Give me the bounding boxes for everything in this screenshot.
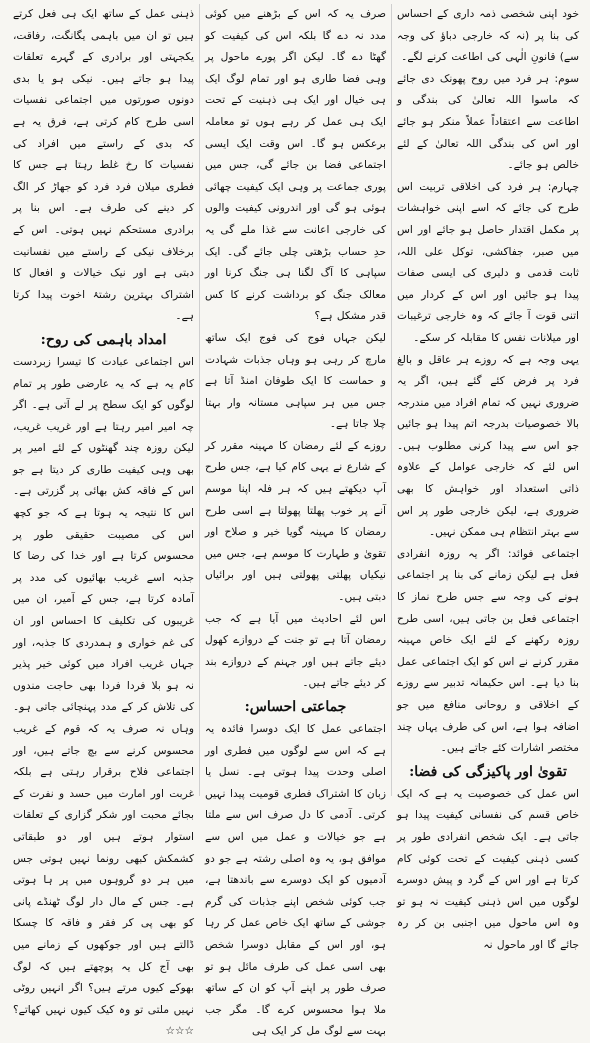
column-middle bbox=[200, 4, 392, 1038]
paragraph: اجتماعی فوائد: اگر یہ روزہ انفرادی فعل ہے لیکن زمانے کی بنا پر اجتماعی ہونے کی وجہ سے جس طرح نماز کا اجتماعی فعل بن جاتی ہیں، اسی طرح روزہ رکھنے کے لئے ایک خاص مہینہ مقرر کرنے نے اس کو ایک اجتماعی عمل بنا دیا ہے۔ اس حکیمانہ تدبیر سے روزے کے اخلاقی و روحانی منافع میں جو اضافہ ہوا ہے، اس کی طرف یہاں چند مختصر اشارات کئے جاتے ہیں۔ bbox=[397, 547, 579, 755]
paragraph: یہی وجہ ہے کہ روزے ہر عاقل و بالغ فرد پر فرض کئے گئے ہیں، اگر یہ ضروری نہیں کہ تمام افراد میں مندرجہ بالا خصوصیات بدرجہ اتم پیدا ہو جائیں جو اس سے پیدا کرنی مطلوب ہیں۔ اس لئے کہ خارجی عوامل کے علاوہ ذاتی استعداد اور خواہش کا بھی ضروری ہے، لیکن خارجی طور پر اس سے بہتر انتظام ہی ممکن نہیں۔ bbox=[397, 353, 579, 539]
section-heading: امداد باہمی کی روح: bbox=[40, 331, 167, 348]
paragraph: اس اجتماعی عبادت کا تیسرا زبردست کام یہ ہے کہ یہ عارضی طور پر تمام لوگوں کو ایک سطح پر لے آتی ہے۔ اگر چہ امیر امیر رہتا ہے اور غریب غریب، لیکن روزہ چند گھنٹوں کے لئے امیر پر بھی وہی کیفیت طاری کر دیتا ہے جو اس کے فاقہ کش بھائی پر گزرتی ہے۔ اس کا نتیجہ یہ ہوتا ہے کہ جو کچھ اس کی مصیبت حقیقی طور پر محسوس کرتا ہے اور خدا کی رضا کا جذبہ اسے غریب بھائیوں کی مدد پر آمادہ کرتا ہے، جس کے آمیر، ان میں غریبوں کی تکلیف کا احساس اور ان کی غم خواری و ہمدردی کا جذبہ، اور جہاں غریب افراد میں کوئی خیر پذیر نہ ہو بلا فردا فردا بھی حاجت مندوں کی تلاش کر کے مدد پہنچائی جاتی ہو۔ وہاں نہ صرف یہ کہ قوم کے غریب محسوس کرنے سے بچ جاتے ہیں، اور اجتماعی فلاح برقرار رہتی ہے بلکہ غربت اور امارت میں حسد و نفرت کے بجائے محبت اور شکر گزاری کے تعلقات استوار ہوتے ہیں اور دو طبقاتی کشمکش کبھی رونما نہیں ہوتی جس میں ہر دو گروہوں میں پر ہا ہوتی ہے۔ جس کے مال دار لوگ ٹھنڈے پانی کو بھی پی کر فقر و فاقہ کا چسکا ڈالتے ہیں اور جوکھوں کے زمانے میں بھی آج کل یہ پوچھتے ہیں کہ لوگ بھوکے کیوں مرتے ہیں؟ اگر انہیں روٹی نہیں ملتی تو وہ کیک کیوں نہیں کھاتے؟ ☆☆☆ bbox=[13, 355, 194, 1038]
paragraph: اجتماعی عمل کا ایک دوسرا فائدہ یہ ہے کہ اس سے لوگوں میں فطری اور اصلی وحدت پیدا ہوتی ہے۔ نسل یا زبان کا اشتراک فطری قومیت پیدا نہیں کرتی۔ آدمی کا دل صرف اس سے ملتا ہے جو خیالات و عمل میں اس سے موافق ہو، یہ وہ اصلی رشتہ ہے جو دو آدمیوں کو ایک دوسرے سے باندھتا ہے، جب کوئی شخص اپنے جذبات کی گرم جوشی کے ساتھ ایک خاص عمل کر رہا ہو، اور اس کے مقابل دوسرا شخص بھی اسی عمل کی طرف مائل ہو تو صرف طور پر اپنے آپ کو ان کے ساتھ ملا ہوا محسوس کرے گا۔ مگر جب بہت سے لوگ مل کر ایک ہی bbox=[205, 723, 386, 1038]
paragraph: چہارم: ہر فرد کی اخلاقی تربیت اس طرح کی جائے کہ اسے اپنی خواہشات پر مکمل اقتدار حاصل ہو جائے اور اس میں صبر، جفاکشی، توکل علی اللہ، ثابت قدمی و دلیری کی ایسی صفات پیدا ہو جائیں اور اس کے کردار میں اتنی قوت آ جائے کہ وہ خارجی ترغیبات اور میلانات نفس کا مقابلہ کر سکے۔ bbox=[397, 180, 579, 344]
column-right bbox=[392, 4, 584, 951]
paragraph: اس عمل کی خصوصیت یہ ہے کہ ایک خاص قسم کی نفسانی کیفیت پیدا ہو جاتی ہے۔ ایک شخص انفرادی طور پر کسی ذہنی کیفیت کے تحت کوئی کام کرتا ہے اور اس کے گرد و پیش دوسرے لوگوں میں اس ذہنی کیفیت نہ ہو تو وہ اس ماحول میں اجنبی بن کر رہ جائے گا اور ماحول نہ bbox=[397, 787, 579, 951]
section-heading: تقویٰ اور پاکیزگی کی فضا: bbox=[409, 763, 567, 780]
paragraph: لیکن جہاں فوج کی فوج ایک ساتھ مارچ کر رہی ہو وہاں جذبات شہادت و حماست کا ایک طوفان امنڈ آتا ہے جس میں ہر سپاہی مستانہ وار بہتا چلا جاتا ہے۔ bbox=[205, 331, 386, 431]
paragraph: اس لئے احادیث میں آیا ہے کہ جب رمضان آتا ہے تو جنت کے دروازے کھول دیئے جاتے ہیں اور جہنم کے دروازے بند کر دیئے جاتے ہیں۔ bbox=[205, 612, 386, 690]
paragraph: سوم: ہر فرد میں روح پھونک دی جائے کہ ماسوا اللہ تعالیٰ کی بندگی و اطاعت سے اعتقاداً عملاً منکر ہو جائے اور اس کی بندگی اللہ تعالیٰ کے لئے خالص ہو جائے۔ bbox=[397, 72, 579, 172]
column-left bbox=[8, 4, 200, 1038]
paragraph: خود اپنی شخصی ذمہ داری کے احساس کی بنا پر (نہ کہ خارجی دباؤ کی وجہ سے) قانونِ الٰہی کی اطاعت کرنے لگے۔ bbox=[397, 8, 579, 64]
paragraph: ذہنی عمل کے ساتھ ایک ہی فعل کرتے ہیں تو ان میں باہمی یگانگت، رفاقت، یکجہتی اور برادری کے گہرے تعلقات پیدا ہو جاتے ہیں۔ نیکی ہو یا بدی دونوں صورتوں میں اجتماعی نفسیات اسی طرح کام کرتی ہے، فرق یہ ہے کہ بدی کے راستے میں افراد کی نفسیات کا رخ غلط رہتا ہے جس کا فطری میلان فرد فرد کو جھاڑ کر الگ کر دینے کی طرف ہے۔ اس بنا پر برادری مستحکم نہیں ہوتی۔ اس کے برخلاف نیکی کے راستے میں نفسانیت دبتی ہے اور نیک خیالات و افعال کا اشتراک بہترین رشتۂ اخوت پیدا کرتا ہے۔ bbox=[13, 8, 194, 323]
paragraph: روزے کے لئے رمضان کا مہینہ مقرر کر کے شارع نے یہی کام کیا ہے، جس طرح آپ دیکھتے ہیں کہ ہر فلہ اپنا موسم آنے پر خوب پھلتا پھولتا ہے اسی طرح رمضان کا مہینہ گویا خیر و صلاح اور تقویٰ و طہارت کا موسم ہے، جس میں نیکیاں پھلتی پھولتی ہیں اور برائیاں دبتی ہیں۔ bbox=[205, 439, 386, 604]
section-heading: جماعتی احساس: bbox=[244, 699, 347, 715]
paragraph: صرف یہ کہ اس کے بڑھنے میں کوئی مدد نہ دے گا بلکہ اس کی کیفیت کو گھٹا دے گا۔ لیکن اگر پورے ماحول پر وہی فضا طاری ہو اور تمام لوگ ایک ہی خیال اور ایک ہی ذہنیت کے تحت ایک ہی عمل کر رہے ہوں تو معاملہ برعکس ہو گا۔ اس وقت ایک ایسی اجتماعی فضا بن جائے گی، جس میں پوری جماعت پر وہی ایک کیفیت چھائی ہوئی ہو گی اور اندرونی کیفیت والوں کی خارجی اعانت سے غذا ملے گی یہ حدِ حساب بڑھتی چلی جائے گی۔ ایک سپاہی کا آگ لگنا ہی جنگ کرنا اور معالک جنگ کو برداشت کرنے کا کس قدر مشکل ہے؟ bbox=[205, 8, 386, 323]
